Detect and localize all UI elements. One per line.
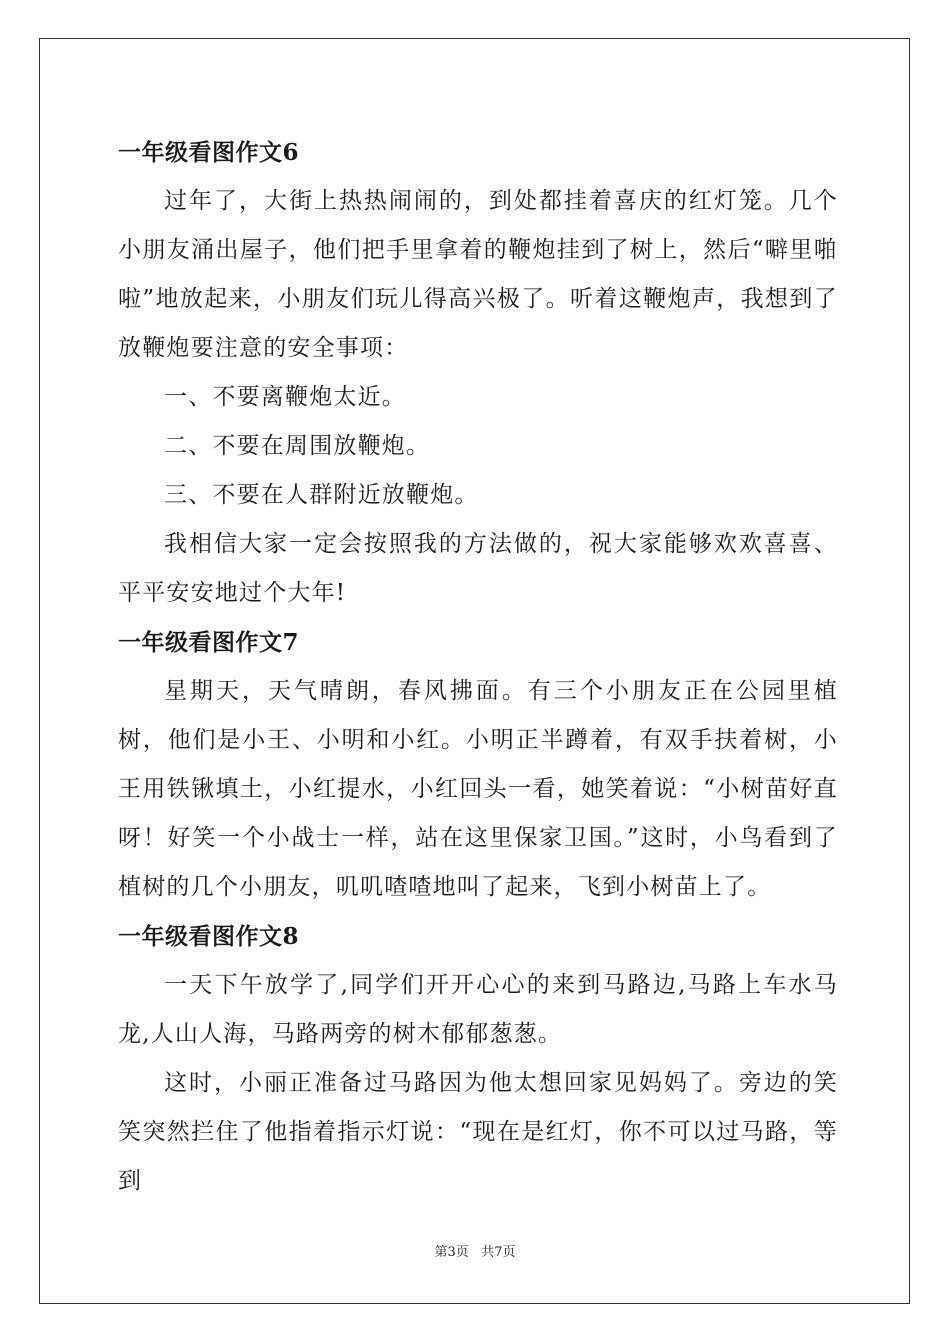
paragraph: 我相信大家一定会按照我的方法做的，祝大家能够欢欢喜喜、平平安安地过个大年! xyxy=(118,531,838,606)
paragraph: 过年了，大街上热热闹闹的，到处都挂着喜庆的红灯笼。几个小朋友涌出屋子，他们把手里拿着的鞭炮挂到了树上，然后“噼里啪啦”地放起来，小朋友们玩儿得高兴极了。听着这鞭炮声，我想到了放鞭炮要注意的安全事项： xyxy=(118,188,838,361)
paragraph: 三、不要在人群附近放鞭炮。 xyxy=(164,482,479,508)
paragraph: 二、不要在周围放鞭炮。 xyxy=(164,433,431,459)
section-heading-6: 一年级看图作文6 xyxy=(118,139,300,166)
page-number: 第3页 xyxy=(434,1245,469,1260)
paragraph: 一、不要离鞭炮太近。 xyxy=(164,384,406,410)
paragraph: 星期天，天气晴朗，春风拂面。有三个小朋友正在公园里植树，他们是小王、小明和小红。小明正半蹲着，有双手扶着树，小王用铁锹填土，小红提水，小红回头一看，她笑着说：“小树苗好直呀！好笑一个小战士一样，站在这里保家卫国。”这时，小鸟看到了植树的几个小朋友，叽叽喳喳地叫了起来，飞到小树苗上了。 xyxy=(118,678,838,900)
page-footer xyxy=(0,1244,950,1262)
document-body xyxy=(118,128,838,1206)
paragraph: 这时，小丽正准备过马路因为他太想回家见妈妈了。旁边的笑笑突然拦住了他指着指示灯说：“现在是红灯，你不可以过马路，等到 xyxy=(118,1070,838,1194)
paragraph: 一天下午放学了,同学们开开心心的来到马路边,马路上车水马龙,人山人海，马路两旁的树木郁郁葱葱。 xyxy=(118,972,838,1047)
section-heading-7: 一年级看图作文7 xyxy=(118,629,300,656)
total-pages: 共7页 xyxy=(481,1245,516,1260)
section-heading-8: 一年级看图作文8 xyxy=(118,923,300,950)
